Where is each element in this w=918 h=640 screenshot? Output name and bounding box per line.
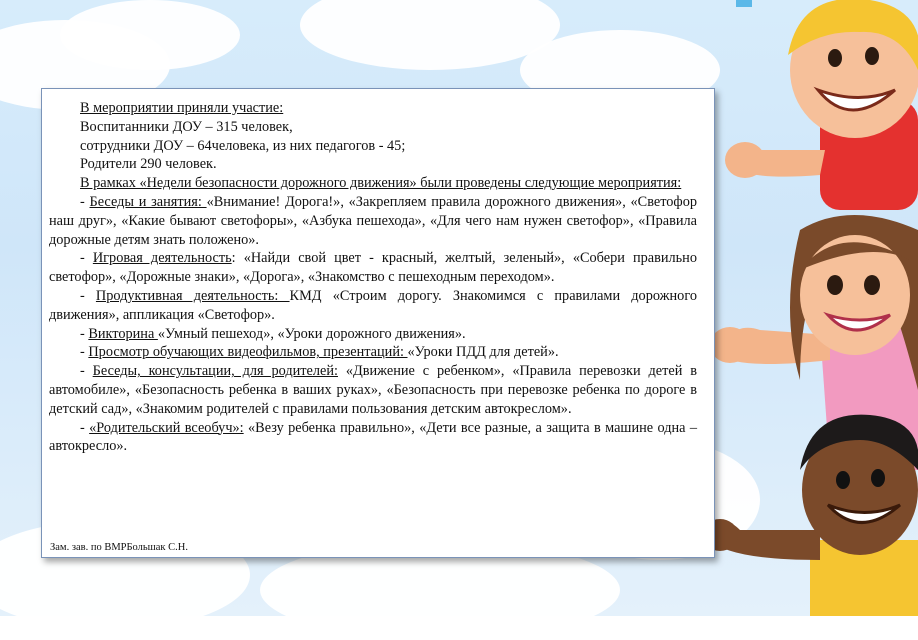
boy-dark <box>702 415 918 616</box>
activity-item: - Продуктивная деятельность: КМД «Строим дорогу. Знакомимся с правилами дорожного движения», аппликация «Светофор». <box>49 287 697 323</box>
activity-text: «Везу ребенка правильно», «Дети все разные, а защита в машине одна – автокресло». <box>49 419 697 455</box>
activity-label: Беседы, консультации, для родителей: <box>92 363 338 380</box>
activity-label: Просмотр обучающих видеофильмов, презентаций: <box>88 344 408 361</box>
activity-text: «Умный пешеход», «Уроки дорожного движения». <box>157 325 466 342</box>
document-page <box>41 88 715 558</box>
participants-line: Родители 290 человек. <box>80 156 217 173</box>
activity-text: КМД «Строим дорогу. Знакомимся с правилами дорожного движения», аппликация «Светофор». <box>49 287 697 323</box>
activity-label: Игровая деятельность <box>92 250 232 267</box>
activity-text: «Движение с ребенком», «Правила перевозки детей в автомобиле», «Безопасность ребенка в ваших руках», «Безопасность при перевозке ребенка по дороге в детский сад», «Знакомим родителей с правилами пользования детским автокреслом». <box>49 363 698 417</box>
activity-text: «Уроки ПДД для детей». <box>407 344 559 361</box>
participants-line: сотрудники ДОУ – 64человека, из них педагогов - 45; <box>80 137 406 154</box>
boy-blond <box>725 0 918 210</box>
activity-item: - Беседы, консультации, для родителей: «Движение с ребенком», «Правила перевозки детей в автомобиле», «Безопасность ребенка в ваших руках», «Безопасность при перевозке ребенка по дороге в детский сад», «Знакомим родителей с правилами пользования детским автокреслом». <box>49 363 698 417</box>
cartoon-children-illustration <box>700 0 918 616</box>
activity-text: : «Найди свой цвет - красный, желтый, зеленый», «Собери правильно светофор», «Дорожные знаки», «Дорога», «Знакомство с пешеходным переходом». <box>49 250 697 286</box>
events-intro: В рамках «Недели безопасности дорожного движения» были проведены следующие мероприятия: <box>80 175 682 192</box>
document-body <box>49 99 697 456</box>
activity-label: «Родительский всеобуч»: <box>89 419 244 436</box>
activity-item: - «Родительский всеобуч»: «Везу ребенка правильно», «Дети все разные, а защита в машине одна – автокресло». <box>49 419 697 455</box>
participants-heading: В мероприятии приняли участие: <box>80 100 284 116</box>
participants-line: Воспитанники ДОУ – 315 человек, <box>80 118 293 135</box>
activity-label: Продуктивная деятельность: <box>95 287 290 304</box>
activity-item: - Игровая деятельность: «Найди свой цвет - красный, желтый, зеленый», «Собери правильно светофор», «Дорожные знаки», «Дорога», «Знакомство с пешеходным переходом». <box>49 250 697 286</box>
signature: Зам. зав. по ВМРБольшак С.Н. <box>50 542 188 553</box>
cloud <box>60 0 240 70</box>
activity-label: Беседы и занятия: <box>89 193 207 210</box>
activity-item: - Беседы и занятия: «Внимание! Дорога!», «Закрепляем правила дорожного движения», «Светофор наш друг», «Какие бывают светофоры», «Азбука пешехода», «Для чего нам нужен светофор», «Правила дорожные детям знать положено». <box>49 193 697 248</box>
activity-text: «Внимание! Дорога!», «Закрепляем правила дорожного движения», «Светофор наш друг», «Какие бывают светофоры», «Азбука пешехода», «Для чего нам нужен светофор», «Правила дорожные детям знать положено». <box>49 193 697 248</box>
activity-item: - Викторина «Умный пешеход», «Уроки дорожного движения». <box>80 325 466 342</box>
activity-label: Викторина <box>88 325 158 342</box>
activity-item: - Просмотр обучающих видеофильмов, презентаций: «Уроки ПДД для детей». <box>80 344 559 361</box>
